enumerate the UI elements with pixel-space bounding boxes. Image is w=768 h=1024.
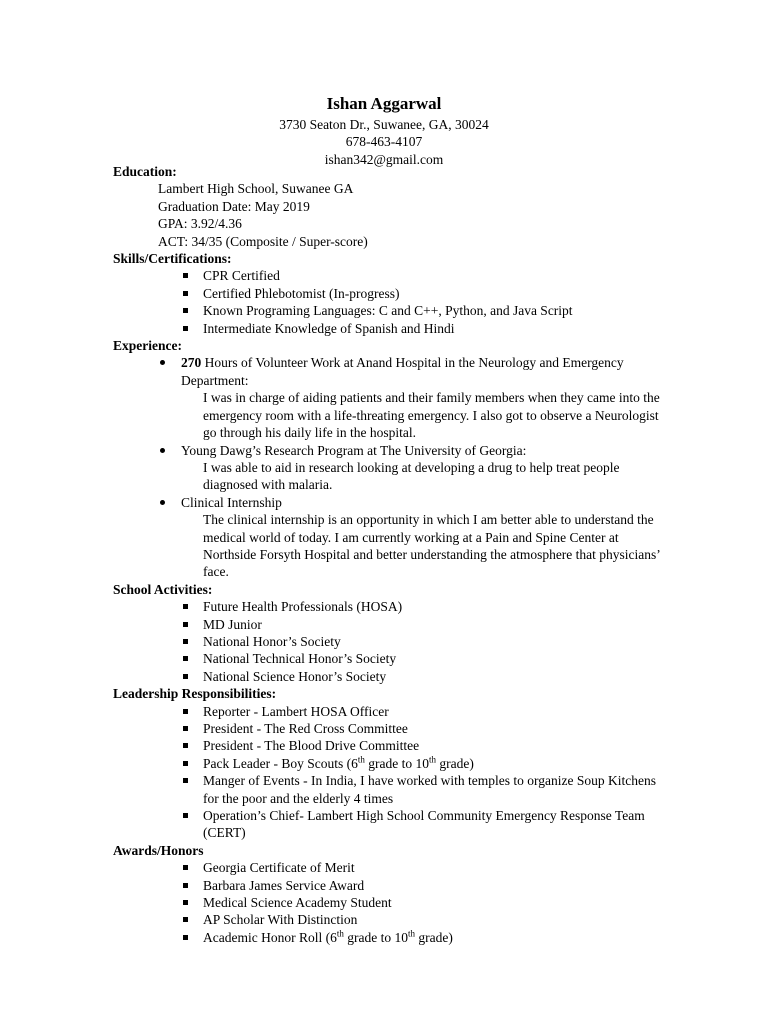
experience-item bbox=[113, 442, 673, 494]
experience-title: 270 Hours of Volunteer Work at Anand Hospital in the Neurology and Emergency Department: bbox=[181, 355, 624, 388]
list-item: President - The Blood Drive Committee bbox=[113, 737, 673, 754]
education-heading: Education: bbox=[113, 164, 177, 179]
experience-item bbox=[113, 354, 673, 441]
phone-number: 678-463-4107 bbox=[345, 134, 423, 150]
activities-heading: School Activities: bbox=[113, 581, 213, 597]
experience-item bbox=[113, 494, 673, 581]
resume-header bbox=[0, 92, 768, 168]
candidate-name: Ishan Aggarwal bbox=[326, 94, 442, 113]
experience-list bbox=[113, 354, 673, 580]
experience-title: Clinical Internship bbox=[181, 494, 282, 510]
education-line: Lambert High School, Suwanee GA bbox=[158, 181, 354, 197]
awards-list bbox=[113, 859, 673, 946]
experience-description: I was able to aid in research looking at developing a drug to help treat people diagnosed with malaria. bbox=[203, 459, 620, 493]
list-item: Manger of Events - In India, I have worked with temples to organize Soup Kitchens for the poor and the elderly 4 times bbox=[113, 772, 673, 807]
leadership-list bbox=[113, 703, 673, 842]
hours-count: 270 bbox=[181, 355, 202, 371]
list-item: Known Programing Languages: C and C++, Python, and Java Script bbox=[113, 302, 673, 319]
list-item: Georgia Certificate of Merit bbox=[113, 859, 673, 876]
list-item: Future Health Professionals (HOSA) bbox=[113, 598, 673, 615]
activities-list bbox=[113, 598, 673, 685]
list-item: Barbara James Service Award bbox=[113, 877, 673, 894]
experience-description: I was in charge of aiding patients and their family members when they came into the emergency room with a life-threating emergency. I also got to observe a Neurologist go through his daily life in the hospital. bbox=[203, 390, 660, 441]
leadership-heading: Leadership Responsibilities: bbox=[113, 686, 277, 702]
list-item: National Honor’s Society bbox=[113, 633, 673, 650]
list-item: MD Junior bbox=[113, 616, 673, 633]
list-item: National Technical Honor’s Society bbox=[113, 650, 673, 667]
education-section bbox=[113, 180, 673, 250]
experience-description: The clinical internship is an opportunity in which I am better able to understand the medical world of today. I am currently working at a Pain and Spine Center at Northside Forsyth Hospital and better understanding the atmosphere that physicians’ face. bbox=[203, 512, 660, 580]
list-item: Medical Science Academy Student bbox=[113, 894, 673, 911]
awards-heading: Awards/Honors bbox=[113, 842, 204, 858]
list-item: National Science Honor’s Society bbox=[113, 668, 673, 685]
list-item: Operation’s Chief- Lambert High School Community Emergency Response Team (CERT) bbox=[113, 807, 673, 842]
list-item: Intermediate Knowledge of Spanish and Hindi bbox=[113, 320, 673, 337]
experience-title: Young Dawg’s Research Program at The University of Georgia: bbox=[181, 442, 527, 458]
education-line: Graduation Date: May 2019 bbox=[158, 198, 310, 214]
list-item: President - The Red Cross Committee bbox=[113, 720, 673, 737]
experience-heading: Experience: bbox=[113, 338, 182, 354]
list-item: Academic Honor Roll (6th grade to 10th grade) bbox=[113, 929, 673, 946]
skills-list bbox=[113, 267, 673, 337]
list-item: CPR Certified bbox=[113, 267, 673, 284]
list-item: Pack Leader - Boy Scouts (6th grade to 10th grade) bbox=[113, 755, 673, 772]
list-item: Certified Phlebotomist (In-progress) bbox=[113, 285, 673, 302]
list-item: Reporter - Lambert HOSA Officer bbox=[113, 703, 673, 720]
email-address: ishan342@gmail.com bbox=[324, 151, 444, 167]
address: 3730 Seaton Dr., Suwanee, GA, 30024 bbox=[279, 117, 489, 132]
education-line: GPA: 3.92/4.36 bbox=[158, 216, 242, 232]
resume-body bbox=[113, 163, 673, 946]
list-item: AP Scholar With Distinction bbox=[113, 911, 673, 928]
skills-heading: Skills/Certifications: bbox=[113, 251, 232, 267]
education-line: ACT: 34/35 (Composite / Super-score) bbox=[158, 233, 368, 249]
